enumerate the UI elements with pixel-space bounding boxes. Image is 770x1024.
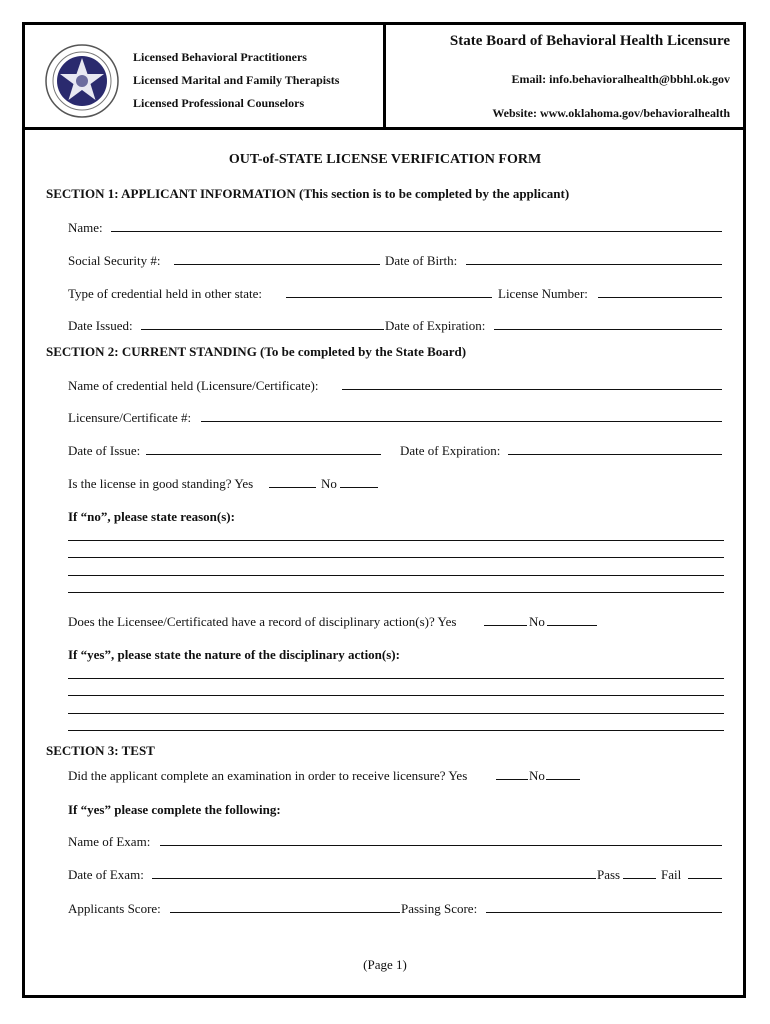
cert-number-label: Licensure/Certificate #:: [68, 410, 192, 425]
credential-name-label: Name of credential held (Licensure/Certificate):: [68, 378, 319, 393]
good-standing-no-field[interactable]: [340, 476, 378, 488]
date-issue-field[interactable]: [146, 443, 381, 455]
page-number: (Page 1): [363, 957, 407, 972]
credential-name-field[interactable]: [342, 378, 722, 390]
exam-no-field[interactable]: [546, 768, 580, 780]
good-standing-yes-field[interactable]: [269, 476, 316, 488]
disciplinary-line[interactable]: [68, 695, 724, 696]
applicant-score-label: Applicants Score:: [68, 901, 161, 916]
disciplinary-yes-field[interactable]: [484, 614, 527, 626]
date-expiration-field-2[interactable]: [508, 443, 722, 455]
board-email: Email: info.behavioralhealth@bbhl.ok.gov: [511, 72, 730, 86]
reason-line[interactable]: [68, 575, 724, 576]
program-lpc: Licensed Professional Counselors: [133, 96, 305, 110]
exam-name-field[interactable]: [160, 834, 722, 846]
date-expiration-field[interactable]: [494, 318, 722, 330]
credential-type-field[interactable]: [286, 286, 492, 298]
exam-date-label: Date of Exam:: [68, 867, 144, 882]
exam-date-field[interactable]: [152, 867, 596, 879]
good-standing-label: Is the license in good standing? Yes: [68, 476, 254, 491]
disciplinary-line[interactable]: [68, 713, 724, 714]
form-title: OUT-of-STATE LICENSE VERIFICATION FORM: [228, 152, 542, 167]
program-lbp: Licensed Behavioral Practitioners: [133, 50, 307, 64]
if-yes-disciplinary-label: If “yes”, please state the nature of the disciplinary action(s):: [68, 647, 400, 662]
license-number-label: License Number:: [498, 286, 588, 301]
pass-field[interactable]: [623, 867, 656, 879]
ssn-label: Social Security #:: [68, 253, 161, 268]
applicant-score-field[interactable]: [170, 901, 400, 913]
fail-label: Fail: [661, 867, 682, 882]
passing-score-label: Passing Score:: [401, 901, 478, 916]
board-website: Website: www.oklahoma.gov/behavioralhealth: [492, 106, 730, 120]
reason-line[interactable]: [68, 540, 724, 541]
if-no-label: If “no”, please state reason(s):: [68, 509, 235, 524]
section2-heading: SECTION 2: CURRENT STANDING (To be completed by the State Board): [46, 344, 467, 359]
license-number-field[interactable]: [598, 286, 722, 298]
name-label: Name:: [68, 220, 103, 235]
disciplinary-line[interactable]: [68, 678, 724, 679]
disciplinary-no-label: No: [529, 614, 545, 629]
if-yes-exam-label: If “yes” please complete the following:: [68, 802, 281, 817]
credential-type-label: Type of credential held in other state:: [68, 286, 263, 301]
fail-field[interactable]: [688, 867, 722, 879]
passing-score-field[interactable]: [486, 901, 722, 913]
date-issued-label: Date Issued:: [68, 318, 133, 333]
program-lmft: Licensed Marital and Family Therapists: [133, 73, 340, 87]
good-standing-no-label: No: [321, 476, 337, 491]
section1-heading: SECTION 1: APPLICANT INFORMATION (This section is to be completed by the applicant): [46, 186, 570, 201]
cert-number-field[interactable]: [201, 410, 722, 422]
exam-name-label: Name of Exam:: [68, 834, 151, 849]
exam-question-label: Did the applicant complete an examination in order to receive licensure? Yes: [68, 768, 468, 783]
dob-field[interactable]: [466, 253, 722, 265]
reason-line[interactable]: [68, 557, 724, 558]
date-expiration-label: Date of Expiration:: [385, 318, 486, 333]
dob-label: Date of Birth:: [385, 253, 458, 268]
reason-line[interactable]: [68, 592, 724, 593]
date-issued-field[interactable]: [141, 318, 384, 330]
disciplinary-no-field[interactable]: [547, 614, 597, 626]
exam-no-label: No: [529, 768, 545, 783]
date-issue-label: Date of Issue:: [68, 443, 141, 458]
disciplinary-label: Does the Licensee/Certificated have a record of disciplinary action(s)? Yes: [68, 614, 457, 629]
disciplinary-line[interactable]: [68, 730, 724, 731]
section3-heading: SECTION 3: TEST: [46, 743, 155, 758]
date-expiration-label-2: Date of Expiration:: [400, 443, 501, 458]
name-field[interactable]: [111, 220, 722, 232]
pass-label: Pass: [597, 867, 621, 882]
ssn-field[interactable]: [174, 253, 380, 265]
exam-yes-field[interactable]: [496, 768, 528, 780]
board-title: State Board of Behavioral Health Licensure: [449, 33, 730, 49]
state-seal-icon: [44, 43, 120, 119]
